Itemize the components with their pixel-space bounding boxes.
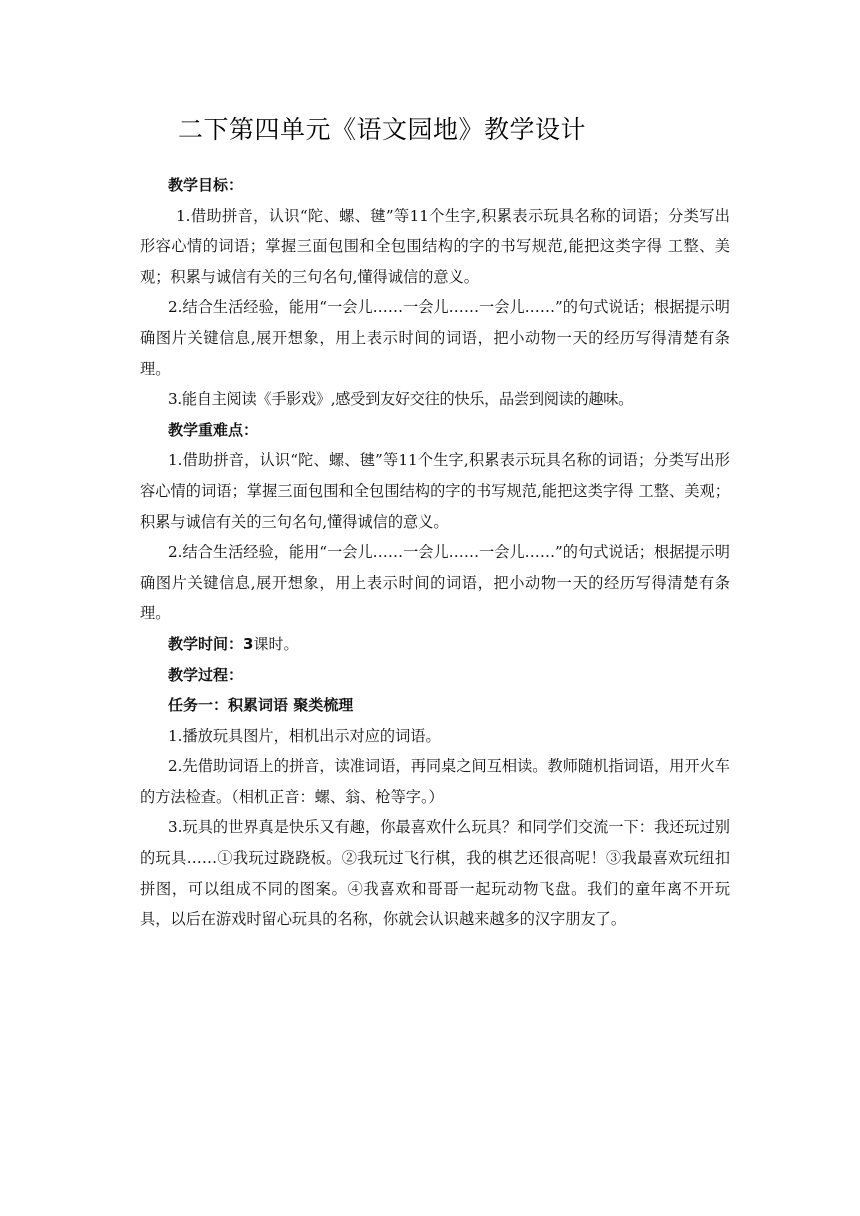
teaching-time-heading: 教学时间： [168, 634, 244, 653]
objectives-heading: 教学目标： [168, 176, 244, 194]
teaching-time-value: 3 [243, 634, 254, 653]
process-heading: 教学过程： [168, 665, 244, 684]
key-point-item: 1.借助拼音，认识“陀、螺、毽”等11个生字,积累表示玩具名称的词语；分类写出形容心情的词语；掌握三面包围和全包围结构的字的书写规范,能把这类字得 工整、美观；积累与诚信有关的三句名句,懂得诚信的意义。 [140, 451, 730, 531]
document-title: 二下第四单元《语文园地》教学设计 [178, 115, 587, 144]
task1-item: 2.先借助词语上的拼音，读准词语，再同桌之间互相读。教师随机指词语，用开火车的方法检查。（相机正音：螺、翁、枪等字。） [140, 757, 730, 806]
document-body [140, 170, 730, 935]
task1-item: 1.播放玩具图片，相机出示对应的词语。 [168, 726, 441, 745]
key-points-heading: 教学重难点： [168, 420, 259, 439]
key-point-item: 2.结合生活经验，能用“一会儿……一会儿……一会儿……”的句式说话；根据提示明确图片关键信息,展开想象，用上表示时间的词语，把小动物一天的经历写得清楚有条理。 [140, 543, 730, 623]
objective-item: 2.结合生活经验，能用“一会儿……一会儿……一会儿……”的句式说话；根据提示明确图片关键信息,展开想象，用上表示时间的词语，把小动物一天的经历写得清楚有条理。 [140, 298, 730, 378]
task1-item: 3.玩具的世界真是快乐又有趣，你最喜欢什么玩具？和同学们交流一下：我还玩过别的玩具……①我玩过跷跷板。②我玩过飞行棋，我的棋艺还很高呢！③我最喜欢玩纽扣拼图，可以组成不同的图案。④我喜欢和哥哥一起玩动物飞盘。我们的童年离不开玩具，以后在游戏时留心玩具的名称，你就会认识越来越多的汉字朋友了。 [140, 818, 730, 929]
objective-item: 3.能自主阅读《手影戏》,感受到友好交往的快乐，品尝到阅读的趣味。 [168, 390, 634, 409]
teaching-time [140, 629, 730, 660]
teaching-time-unit: 课时。 [253, 634, 299, 653]
task1-heading: 任务一：积累词语 聚类梳理 [168, 696, 354, 715]
objective-item: 1.借助拼音，认识“陀、螺、毽”等11个生字,积累表示玩具名称的词语；分类写出形容心情的词语；掌握三面包围和全包围结构的字的书写规范,能把这类字得 工整、美观；积累与诚信有关的三句名句,懂得诚信的意义。 [140, 206, 730, 286]
